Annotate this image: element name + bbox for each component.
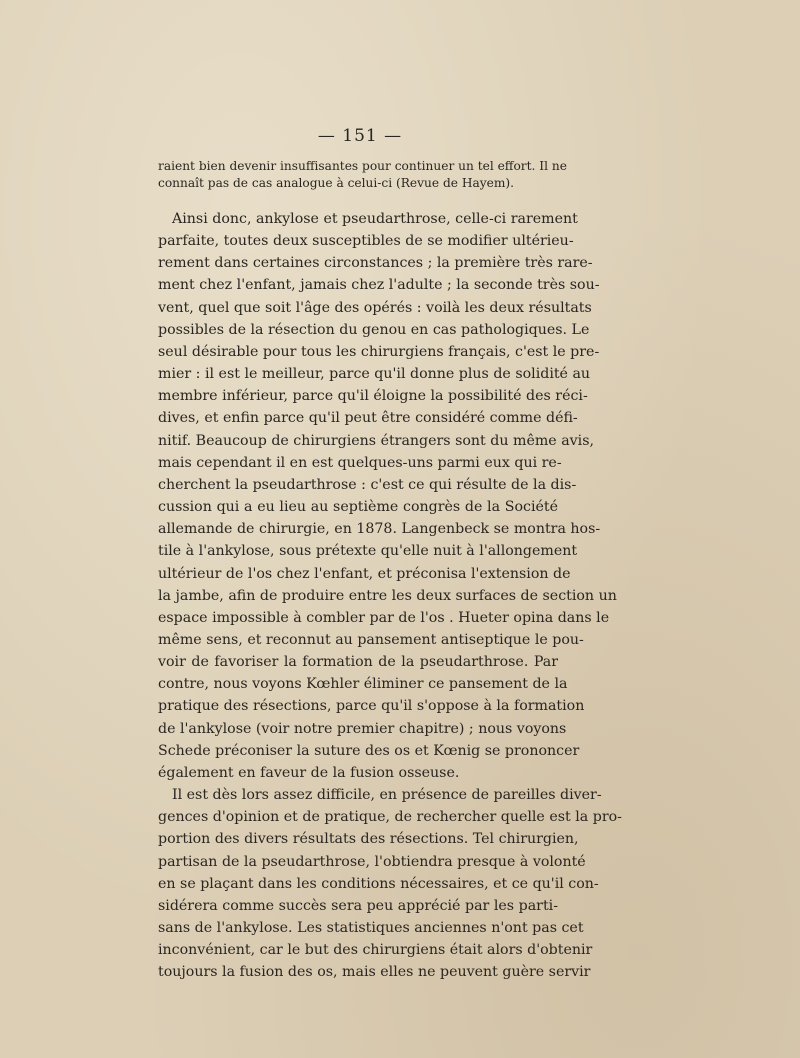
text-line: de l'ankylose (voir notre premier chapitre) ; nous voyons <box>158 720 567 737</box>
text-line: vent, quel que soit l'âge des opérés : voilà les deux résultats <box>158 299 592 316</box>
text-line: la jambe, afin de produire entre les deux surfaces de section un <box>158 587 617 604</box>
text-line: sidérera comme succès sera peu apprécié par les parti- <box>158 897 558 914</box>
text-line: en se plaçant dans les conditions nécessaires, et ce qu'il con- <box>158 875 599 892</box>
text-line: parfaite, toutes deux susceptibles de se modifier ultérieu- <box>158 233 574 250</box>
text-line: Ainsi donc, ankylose et pseudarthrose, celle-ci rarement <box>172 211 578 227</box>
text-line: seul désirable pour tous les chirurgiens français, c'est le pre- <box>158 343 600 360</box>
text-line: toujours la fusion des os, mais elles ne peuvent guère servir <box>158 964 591 981</box>
page-number: — 151 — <box>317 126 403 146</box>
paragraph-1 <box>158 208 617 784</box>
text-line: espace impossible à combler par de l'os . Hueter opina dans le <box>158 609 610 626</box>
text-line: pratique des résections, parce qu'il s'oppose à la formation <box>158 698 585 715</box>
text-line: mais cependant il en est quelques-uns parmi eux qui re- <box>158 454 562 471</box>
text-line: Schede préconiser la suture des os et Kœnig se prononcer <box>158 742 580 759</box>
text-line: également en faveur de la fusion osseuse. <box>158 764 460 781</box>
text-line: nitif. Beaucoup de chirurgiens étrangers sont du même avis, <box>158 432 595 449</box>
text-line: inconvénient, car le but des chirurgiens était alors d'obtenir <box>158 942 593 959</box>
text-line: cherchent la pseudarthrose : c'est ce qui résulte de la dis- <box>158 476 577 493</box>
footnote <box>158 158 567 192</box>
main-text <box>158 208 622 983</box>
paragraph-2 <box>158 784 622 983</box>
text-line: mier : il est le meilleur, parce qu'il donne plus de solidité au <box>158 366 591 383</box>
text-line: ment chez l'enfant, jamais chez l'adulte ; la seconde très sou- <box>158 277 600 294</box>
text-line: gences d'opinion et de pratique, de rechercher quelle est la pro- <box>158 809 622 826</box>
text-line: dives, et enfin parce qu'il peut être considéré comme défi- <box>158 410 578 427</box>
text-line: allemande de chirurgie, en 1878. Langenbeck se montra hos- <box>158 521 601 538</box>
text-line: cussion qui a eu lieu au septième congrès de la Société <box>158 499 558 516</box>
text-line: possibles de la résection du genou en cas pathologiques. Le <box>158 321 590 338</box>
text-line: contre, nous voyons Kœhler éliminer ce pansement de la <box>158 676 568 693</box>
text-line: Il est dès lors assez difficile, en présence de pareilles diver- <box>172 787 602 804</box>
text-line: même sens, et reconnut au pansement antiseptique le pou- <box>158 631 584 648</box>
text-line: voir de favoriser la formation de la pseudarthrose. Par <box>158 654 558 671</box>
text-line: portion des divers résultats des résections. Tel chirurgien, <box>158 831 579 848</box>
footnote-line: raient bien devenir insuffisantes pour continuer un tel effort. Il ne <box>158 159 567 173</box>
text-line: tile à l'ankylose, sous prétexte qu'elle nuit à l'allongement <box>158 543 578 560</box>
text-line: partisan de la pseudarthrose, l'obtiendra presque à volonté <box>158 853 586 870</box>
text-line: sans de l'ankylose. Les statistiques anciennes n'ont pas cet <box>158 920 584 936</box>
text-line: membre inférieur, parce qu'il éloigne la possibilité des réci- <box>158 388 588 405</box>
text-line: ultérieur de l'os chez l'enfant, et préconisa l'extension de <box>158 565 571 582</box>
footnote-line: connaît pas de cas analogue à celui-ci (Revue de Hayem). <box>158 176 515 190</box>
text-line: rement dans certaines circonstances ; la première très rare- <box>158 255 593 272</box>
